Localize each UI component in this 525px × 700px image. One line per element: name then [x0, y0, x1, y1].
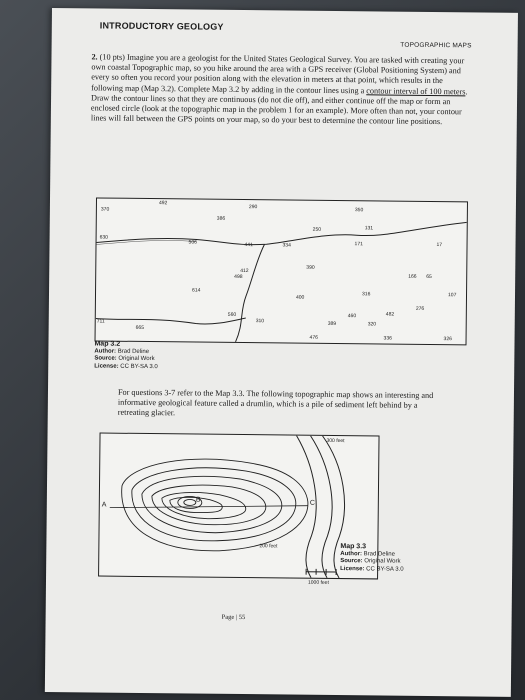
gps-point: 386 — [216, 215, 226, 222]
gps-point: 370 — [100, 206, 110, 213]
gps-point: 290 — [248, 204, 258, 211]
source-value: Original Work — [118, 355, 155, 363]
gps-point: 389 — [327, 320, 337, 327]
label-b: B — [195, 496, 201, 504]
gps-point: 107 — [447, 292, 457, 299]
map-3-3 — [98, 433, 379, 580]
map-3-2-title: Map 3.2 — [94, 340, 121, 348]
gps-point: 665 — [135, 324, 145, 331]
gps-point: 320 — [367, 321, 377, 328]
question-number: 2. — [91, 52, 98, 62]
gps-point: 350 — [354, 207, 364, 214]
drumlin-contours — [99, 434, 378, 579]
gps-point: 390 — [306, 264, 315, 271]
gps-point: 131 — [364, 225, 374, 232]
gps-point: 441 — [244, 242, 253, 249]
gps-point: 630 — [99, 234, 108, 241]
map-3-2 — [95, 197, 468, 345]
running-header-left: INTRODUCTORY GEOLOGY — [99, 20, 224, 32]
gps-point: 336 — [383, 335, 392, 342]
gps-point: 250 — [312, 226, 322, 233]
questions-3-7-intro: For questions 3-7 refer to the Map 3.3. The following topographic map shows an interesting and informative geological feature called a drumlin, which is a pile of sediment left behind by a retreating glacier. — [117, 387, 434, 418]
question-text-a: Imagine you are a geologist for the United States Geological Survey. You are tasked with creating your own coastal Topographic map, so you hike around the area with a GPS receiver (Global Positioning System) and every so often you record your position along with the elevation in meters at that point, which results in the following map (Map 3.2). Complete Map 3.2 by adding in the contour lines using a — [91, 52, 465, 95]
gps-point: 614 — [192, 287, 201, 294]
map-3-2-coastline — [96, 198, 467, 344]
map-3-3-title: Map 3.3 — [340, 543, 367, 551]
gps-point: 316 — [361, 291, 371, 298]
gps-point: 65 — [426, 273, 432, 280]
gps-point: 460 — [347, 313, 357, 320]
question-text-b: . Draw the contour lines so that they are continuous (do not die off), and either continue off the map or form an enclosed circle (look at the topographic map in the problem 1 for an example). More often than not, your contour lines will fall between the GPS points on your map, so do your best to determine the contour line positions. — [90, 86, 468, 127]
gps-point: 560 — [227, 311, 237, 318]
elevation-300-label: 300 feet — [326, 437, 345, 445]
gps-point: 498 — [234, 273, 243, 281]
scale-label: 1000 feet — [307, 579, 329, 586]
gps-point: 506 — [188, 239, 197, 246]
author-value: Brad Deline — [117, 348, 150, 355]
running-header-right: TOPOGRAPHIC MAPS — [400, 41, 472, 50]
gps-point: 334 — [282, 242, 291, 249]
gps-point: 476 — [309, 334, 318, 341]
label-a: A — [101, 501, 107, 509]
license-value: CC BY-SA 3.0 — [366, 565, 404, 573]
gps-point: 326 — [443, 336, 452, 343]
gps-point: 171 — [354, 241, 363, 248]
gps-point: 276 — [415, 305, 425, 312]
gps-point: 492 — [158, 200, 168, 207]
gps-point: 400 — [295, 294, 305, 301]
page-number: Page | 55 — [221, 613, 246, 622]
scale-bar — [304, 569, 340, 579]
document-page — [45, 8, 518, 697]
gps-point: 711 — [96, 318, 105, 325]
gps-point: 482 — [385, 311, 395, 318]
source-value: Original Work — [364, 558, 401, 565]
gps-point: 166 — [408, 273, 417, 280]
elevation-200-label: 200 feet — [259, 543, 278, 550]
question-2 — [91, 52, 472, 127]
map-3-3-caption: Map 3.3 Author: Brad Deline Source: Original Work License: CC BY-SA 3.0 — [340, 543, 404, 573]
gps-point: 310 — [255, 318, 265, 325]
question-points: (10 pts) — [99, 52, 125, 62]
label-c: C — [309, 499, 315, 507]
gps-point: 412 — [240, 267, 249, 275]
author-value: Brad Deline — [363, 550, 396, 558]
contour-interval-text: contour interval of 100 meters — [366, 85, 466, 96]
license-value: CC BY-SA 3.0 — [120, 363, 158, 370]
gps-point: 17 — [436, 242, 443, 249]
map-3-2-caption: Map 3.2 Author: Brad Deline Source: Original Work License: CC BY-SA 3.0 — [94, 340, 158, 370]
